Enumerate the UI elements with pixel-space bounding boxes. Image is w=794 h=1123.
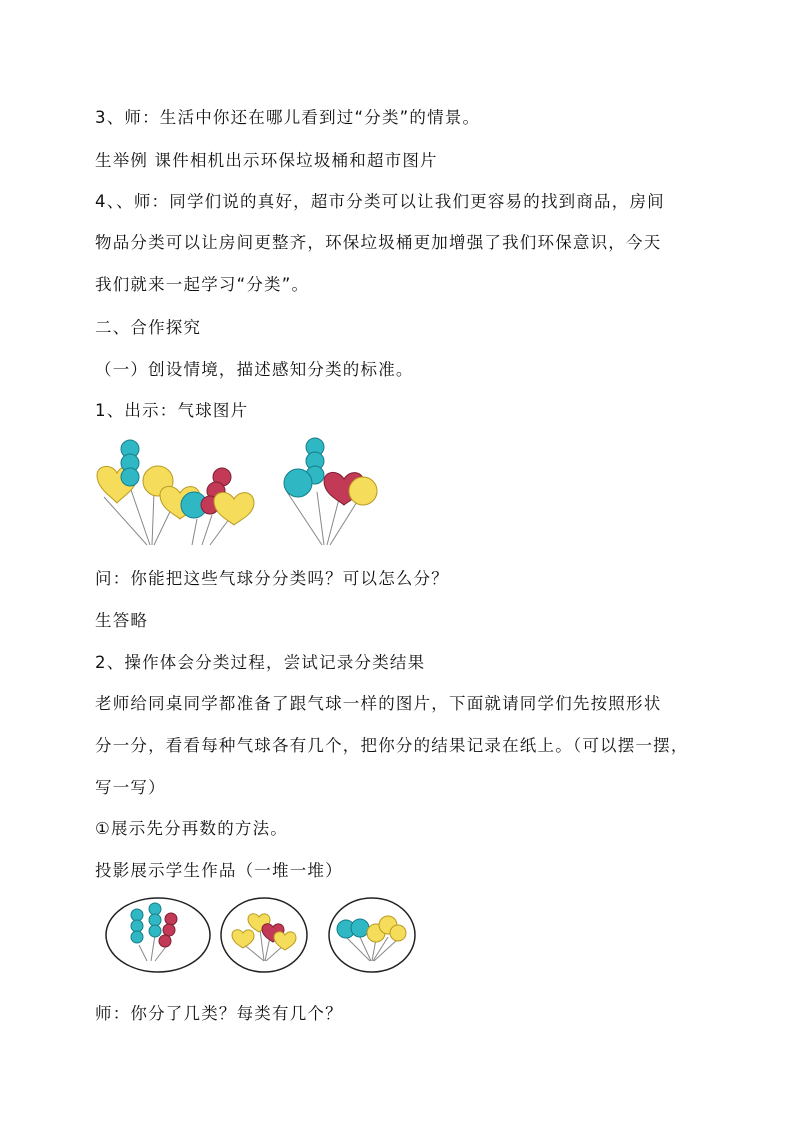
text-line: 我们就来一起学习“分类”。: [95, 275, 310, 294]
text-line: 老师给同桌同学都准备了跟气球一样的图片，下面就请同学们先按照形状: [95, 694, 662, 713]
text-line: 问：你能把这些气球分分类吗？可以怎么分？: [95, 569, 449, 588]
text-line: 生举例 课件相机出示环保垃圾桶和超市图片: [95, 151, 438, 170]
balloons-image: [92, 437, 382, 547]
text-line: 4、、师：同学们说的真好，超市分类可以让我们更容易的找到商品，房间: [95, 192, 665, 211]
text-line: 投影展示学生作品（一堆一堆）: [95, 861, 343, 880]
text-line: 生答略: [95, 611, 149, 630]
balloon-group-oval-1: [103, 895, 213, 975]
text-line: 1、出示：气球图片: [95, 401, 249, 420]
text-line: ①展示先分再数的方法。: [95, 819, 288, 838]
text-line: 3、师：生活中你还在哪儿看到过“分类”的情景。: [95, 108, 481, 127]
balloon-group-oval-3: [326, 895, 418, 975]
text-line: 2、操作体会分类过程，尝试记录分类结果: [95, 653, 426, 672]
text-line: 写一写）: [95, 778, 166, 797]
section-heading: 二、合作探究: [95, 318, 202, 337]
balloon-group-oval-2: [218, 895, 310, 975]
text-line: 物品分类可以让房间更整齐，环保垃圾桶更加增强了我们环保意识，今天: [95, 233, 662, 252]
text-line: 师：你分了几类？每类有几个？: [95, 1004, 343, 1023]
subsection-heading: （一）创设情境，描述感知分类的标准。: [95, 360, 414, 379]
text-line: 分一分，看看每种气球各有几个，把你分的结果记录在纸上。（可以摆一摆，: [95, 736, 689, 755]
